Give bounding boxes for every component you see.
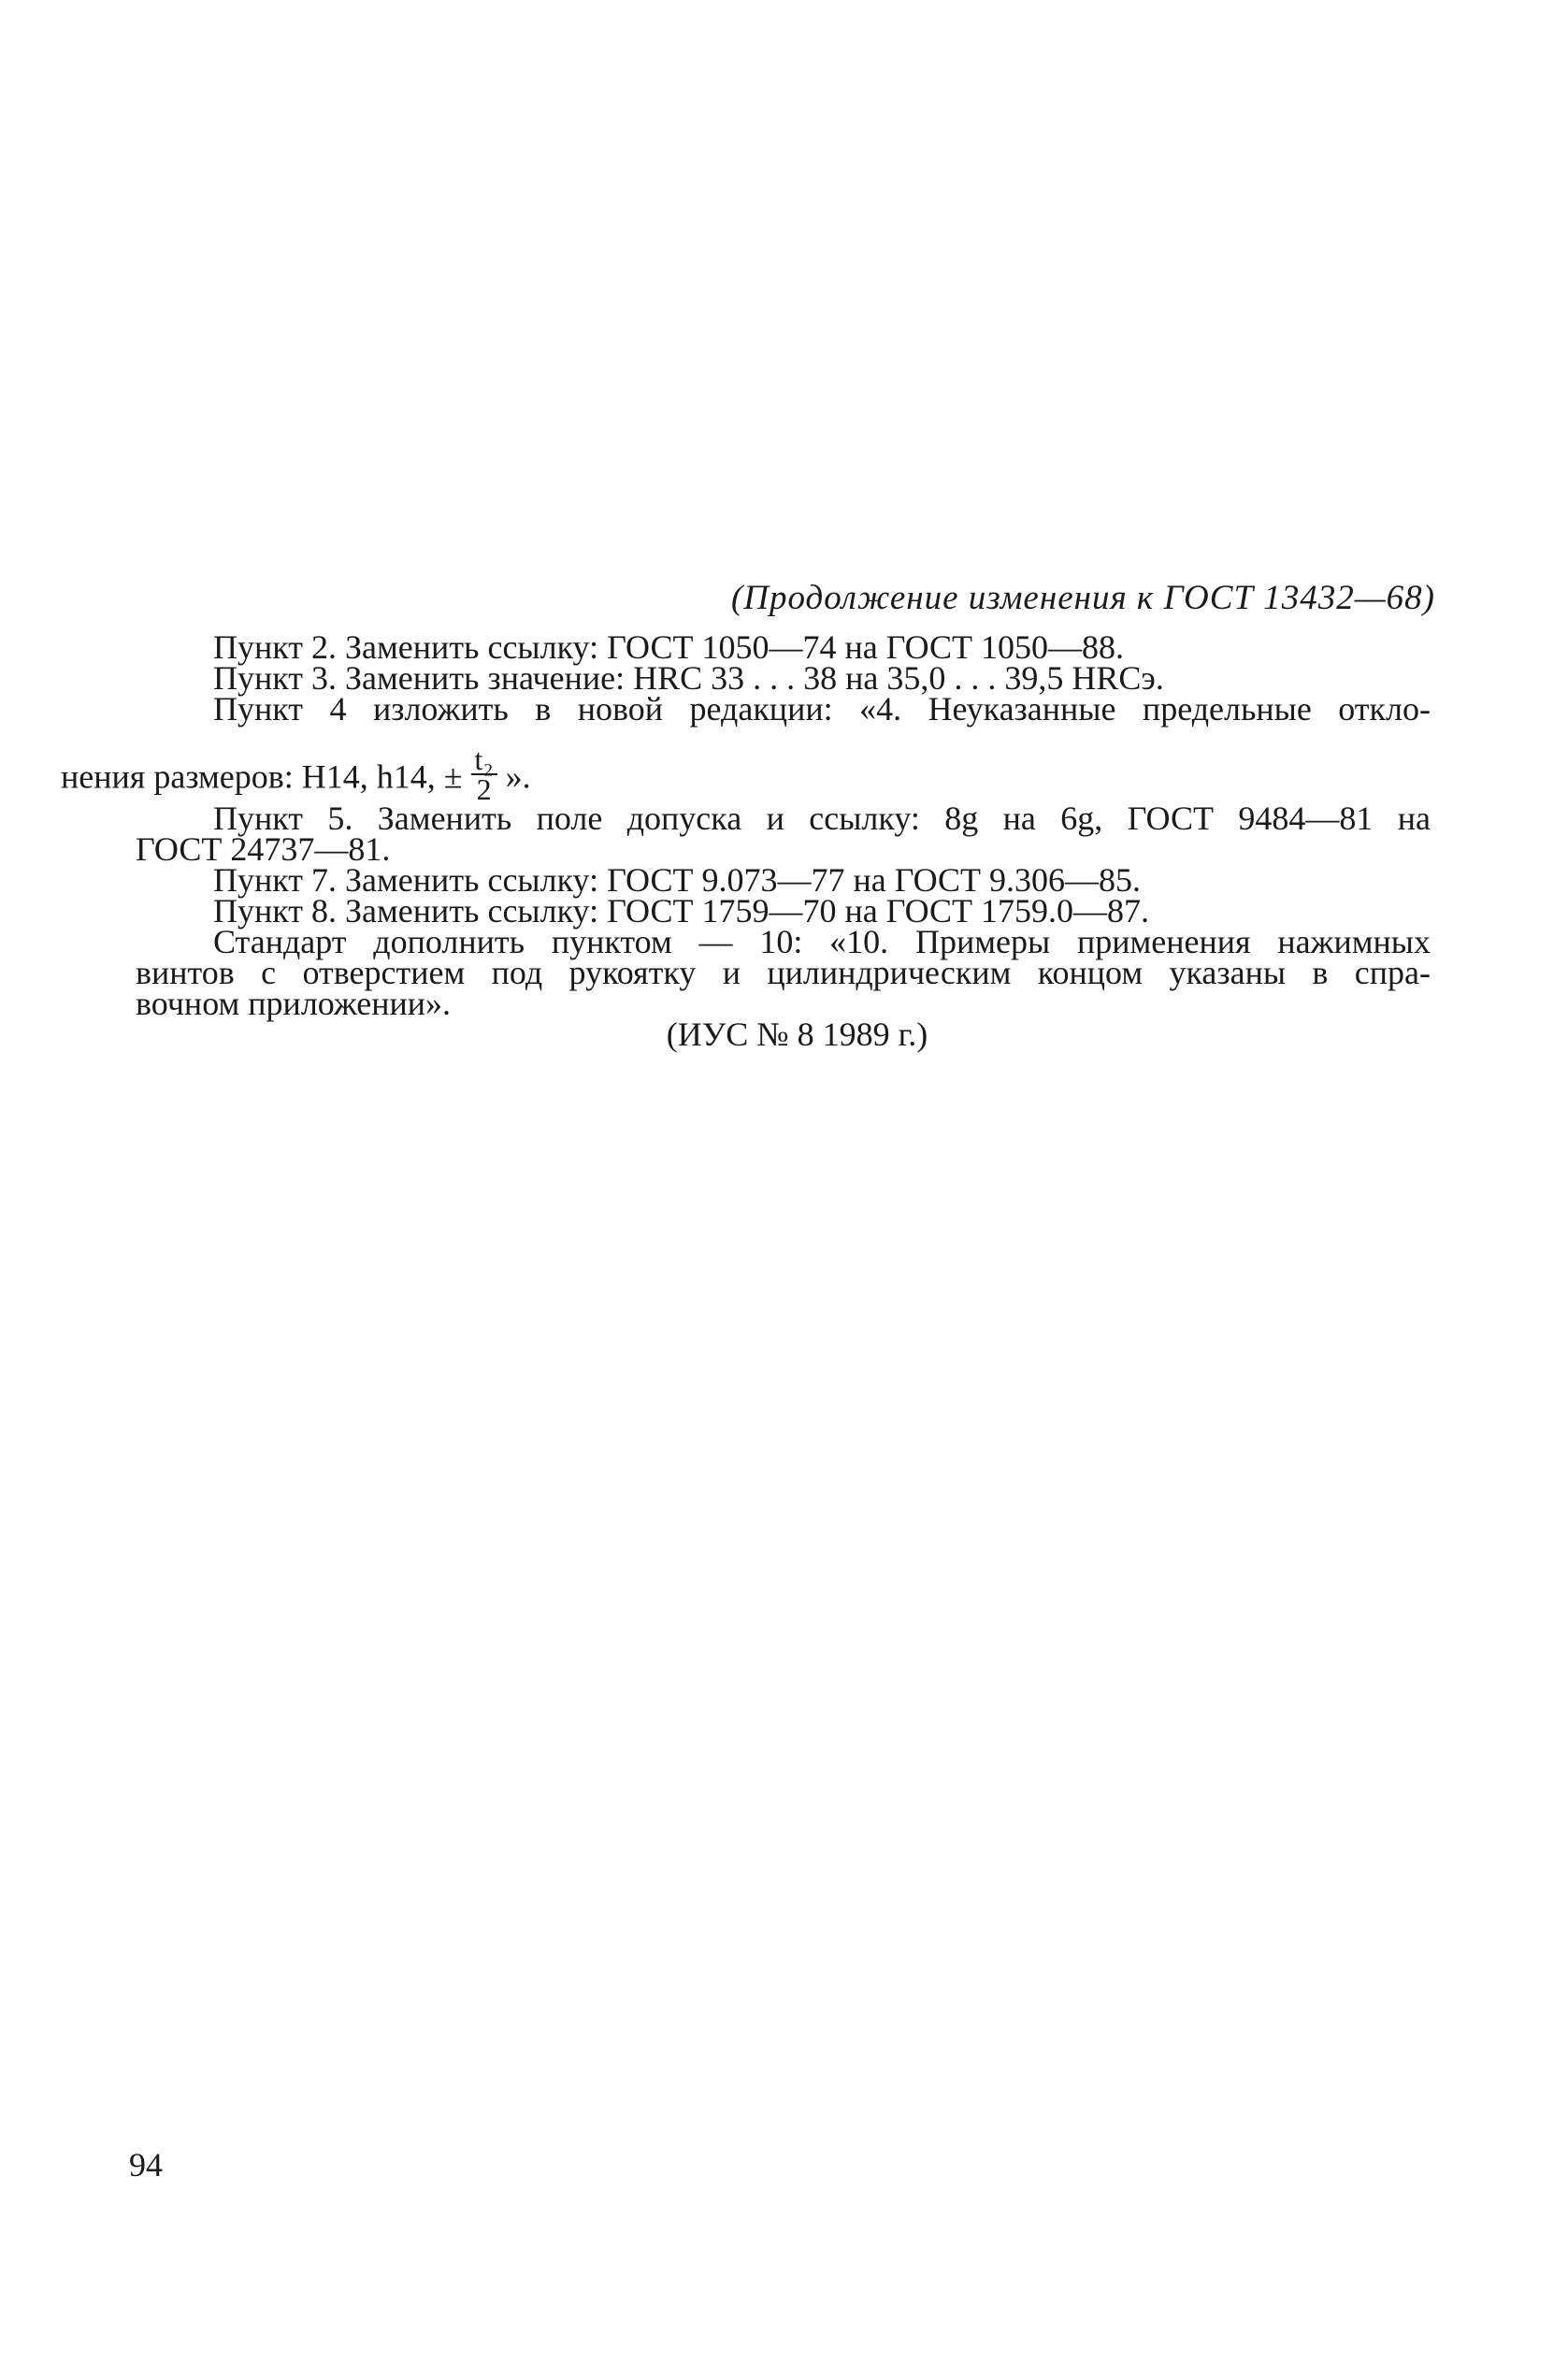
item-4-line-2 (61, 725, 1431, 806)
source-reference: (ИУС № 8 1989 г.) (666, 1016, 928, 1053)
tolerance-fraction (471, 742, 497, 806)
item-4-line-1: Пункт 4 изложить в новой редакции: «4. Неуказанные предельные откло- (213, 690, 1431, 728)
item-4-line-2-suffix: ». (505, 757, 531, 796)
item-7-line: Пункт 7. Заменить ссылку: ГОСТ 9.073—77 на ГОСТ 9.306—85. (213, 861, 1142, 899)
fraction-numerator: t₂ (471, 745, 497, 775)
item-5-line-1: Пункт 5. Заменить поле допуска и ссылку: 8g на 6g, ГОСТ 9484—81 на (213, 800, 1431, 837)
item-8-line: Пункт 8. Заменить ссылку: ГОСТ 1759—70 на ГОСТ 1759.0—87. (213, 892, 1150, 930)
item-2-line: Пункт 2. Заменить ссылку: ГОСТ 1050—74 на ГОСТ 1050—88. (213, 628, 1125, 666)
addition-line-3: вочном приложении». (136, 985, 452, 1022)
item-3-line: Пункт 3. Заменить значение: HRC 33 . . . 38 на 35,0 . . . 39,5 HRCэ. (213, 659, 1164, 697)
addition-line-1: Стандарт дополнить пунктом — 10: «10. Примеры применения нажимных (213, 923, 1431, 960)
continuation-header: (Продолжение изменения к ГОСТ 13432—68) (730, 579, 1435, 617)
item-4-line-2-prefix: нения размеров: H14, h14, ± (61, 757, 463, 796)
amendment-text (61, 628, 1431, 1053)
fraction-denominator: 2 (476, 772, 492, 806)
addition-line-2: винтов с отверстием под рукоятку и цилиндрическим концом указаны в спра- (136, 954, 1431, 991)
page-number: 94 (129, 2146, 163, 2184)
item-5-line-2: ГОСТ 24737—81. (136, 830, 391, 868)
